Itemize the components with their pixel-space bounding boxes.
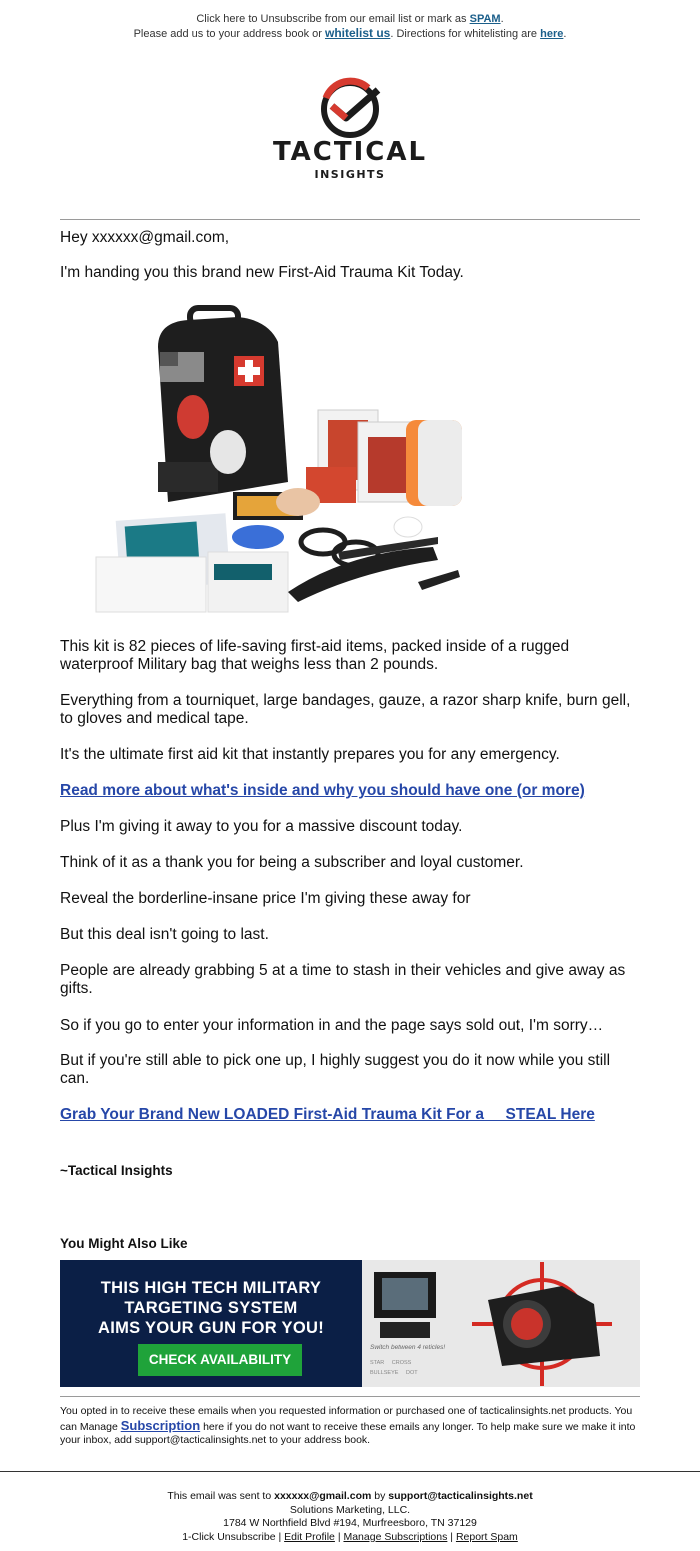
company-address: 1784 W Northfield Blvd #194, Murfreesboro, TN 37129 [223,1517,477,1529]
directions-text: . Directions for whitelisting are [390,28,541,40]
paragraph-8: People are already grabbing 5 at a time to stash in their vehicles and give away as gifts. [60,962,626,997]
paragraph-1: This kit is 82 pieces of life-saving first-aid items, packed inside of a rugged waterproof Military bag that weighs less than 2 pounds. [60,638,570,673]
divider [60,219,640,220]
manage-subscriptions-link[interactable]: Manage Subscriptions [343,1530,448,1543]
reticle-options [370,1358,440,1378]
paragraph-6: Reveal the borderline-insane price I'm giving these away for [60,890,471,907]
one-click-unsubscribe[interactable]: 1-Click Unsubscribe | [182,1530,285,1543]
paragraph-5: Think of it as a thank you for being a subscriber and loyal customer. [60,854,524,871]
read-more-link[interactable]: Read more about what's inside and why you should have one (or more) [60,782,585,799]
here-link[interactable]: here [540,28,564,40]
period-text: . [500,13,504,25]
sender-email: support@tacticalinsights.net [388,1490,533,1502]
check-availability-button[interactable]: CHECK AVAILABILITY [138,1344,302,1376]
ad-right-panel [362,1260,640,1387]
edit-profile-link[interactable]: Edit Profile [284,1530,335,1543]
paragraph-3: It's the ultimate first aid kit that instantly prepares you for any emergency. [60,746,560,763]
top-notice [0,12,700,41]
optin-line-2: here if you do not want to receive these emails any longer. To help make sure we make it into your inbox, add support@tacticalinsights.net to your address book. [60,1420,636,1446]
separator: | [334,1530,344,1543]
spam-link[interactable]: SPAM [469,13,501,25]
reticle-star: STAR [370,1360,385,1366]
first-aid-kit-image[interactable] [88,302,478,620]
separator: | [447,1530,456,1543]
you-might-also-like-title: You Might Also Like [60,1236,188,1251]
sent-prefix: This email was sent to [167,1490,275,1502]
reticle-cross: CROSS [391,1360,412,1366]
grab-kit-link[interactable]: Grab Your Brand New LOADED First-Aid Trauma Kit For a STEAL Here [60,1106,595,1123]
ad-headline-line-1: THIS HIGH TECH MILITARY [100,1279,322,1297]
recipient-email: xxxxxx@gmail.com [274,1490,372,1502]
intro-text: I'm handing you this brand new First-Aid Trauma Kit Today. [60,264,464,281]
signature: ~Tactical Insights [60,1163,173,1178]
paragraph-4: Plus I'm giving it away to you for a massive discount today. [60,818,463,835]
unsubscribe-text: Click here to Unsubscribe from our email list or mark as [196,13,470,25]
logo-subtitle: INSIGHTS [314,168,386,181]
subscription-link[interactable]: Subscription [120,1417,201,1433]
whitelist-link[interactable]: whitelist us [324,26,391,40]
ad-left-panel [60,1260,362,1387]
reticle-dot: DOT [405,1370,418,1376]
reticle-bullseye: BULLSEYE [370,1370,399,1376]
footer-divider [0,1471,700,1472]
greeting: Hey xxxxxx@gmail.com, [60,229,230,246]
optin-notice [60,1405,640,1448]
ad-headline-line-2: TARGETING SYSTEM [124,1299,298,1317]
company-name: Solutions Marketing, LLC. [289,1503,411,1516]
report-spam-link[interactable]: Report Spam [455,1530,518,1543]
paragraph-2: Everything from a tourniquet, large bandages, gauze, a razor sharp knife, burn gell, to gloves and medical tape. [60,692,631,727]
paragraph-10: But if you're still able to pick one up, I highly suggest you do it now while you still can. [60,1052,611,1087]
optin-line-1: You opted in to receive these emails when you requested information or purchased one of tacticalinsights.net products. You can Manage [60,1405,633,1433]
end-text: . [563,28,567,40]
paragraph-7: But this deal isn't going to last. [60,926,269,943]
addressbook-text: Please add us to your address book or [133,28,325,40]
email-footer [0,1490,700,1544]
logo-wordmark: TACTICAL [272,137,428,167]
ad-headline-line-3: AIMS YOUR GUN FOR YOU! [97,1319,324,1337]
tactical-insights-logo[interactable] [260,76,440,186]
target-check-icon [260,76,440,138]
by-text: by [371,1490,389,1502]
paragraph-9: So if you go to enter your information in and the page says sold out, I'm sorry… [60,1017,604,1034]
ad-headline [60,1278,362,1338]
targeting-system-ad-banner[interactable] [60,1260,640,1387]
reticle-caption: Switch between 4 reticles! [370,1344,446,1351]
divider [60,1396,640,1397]
